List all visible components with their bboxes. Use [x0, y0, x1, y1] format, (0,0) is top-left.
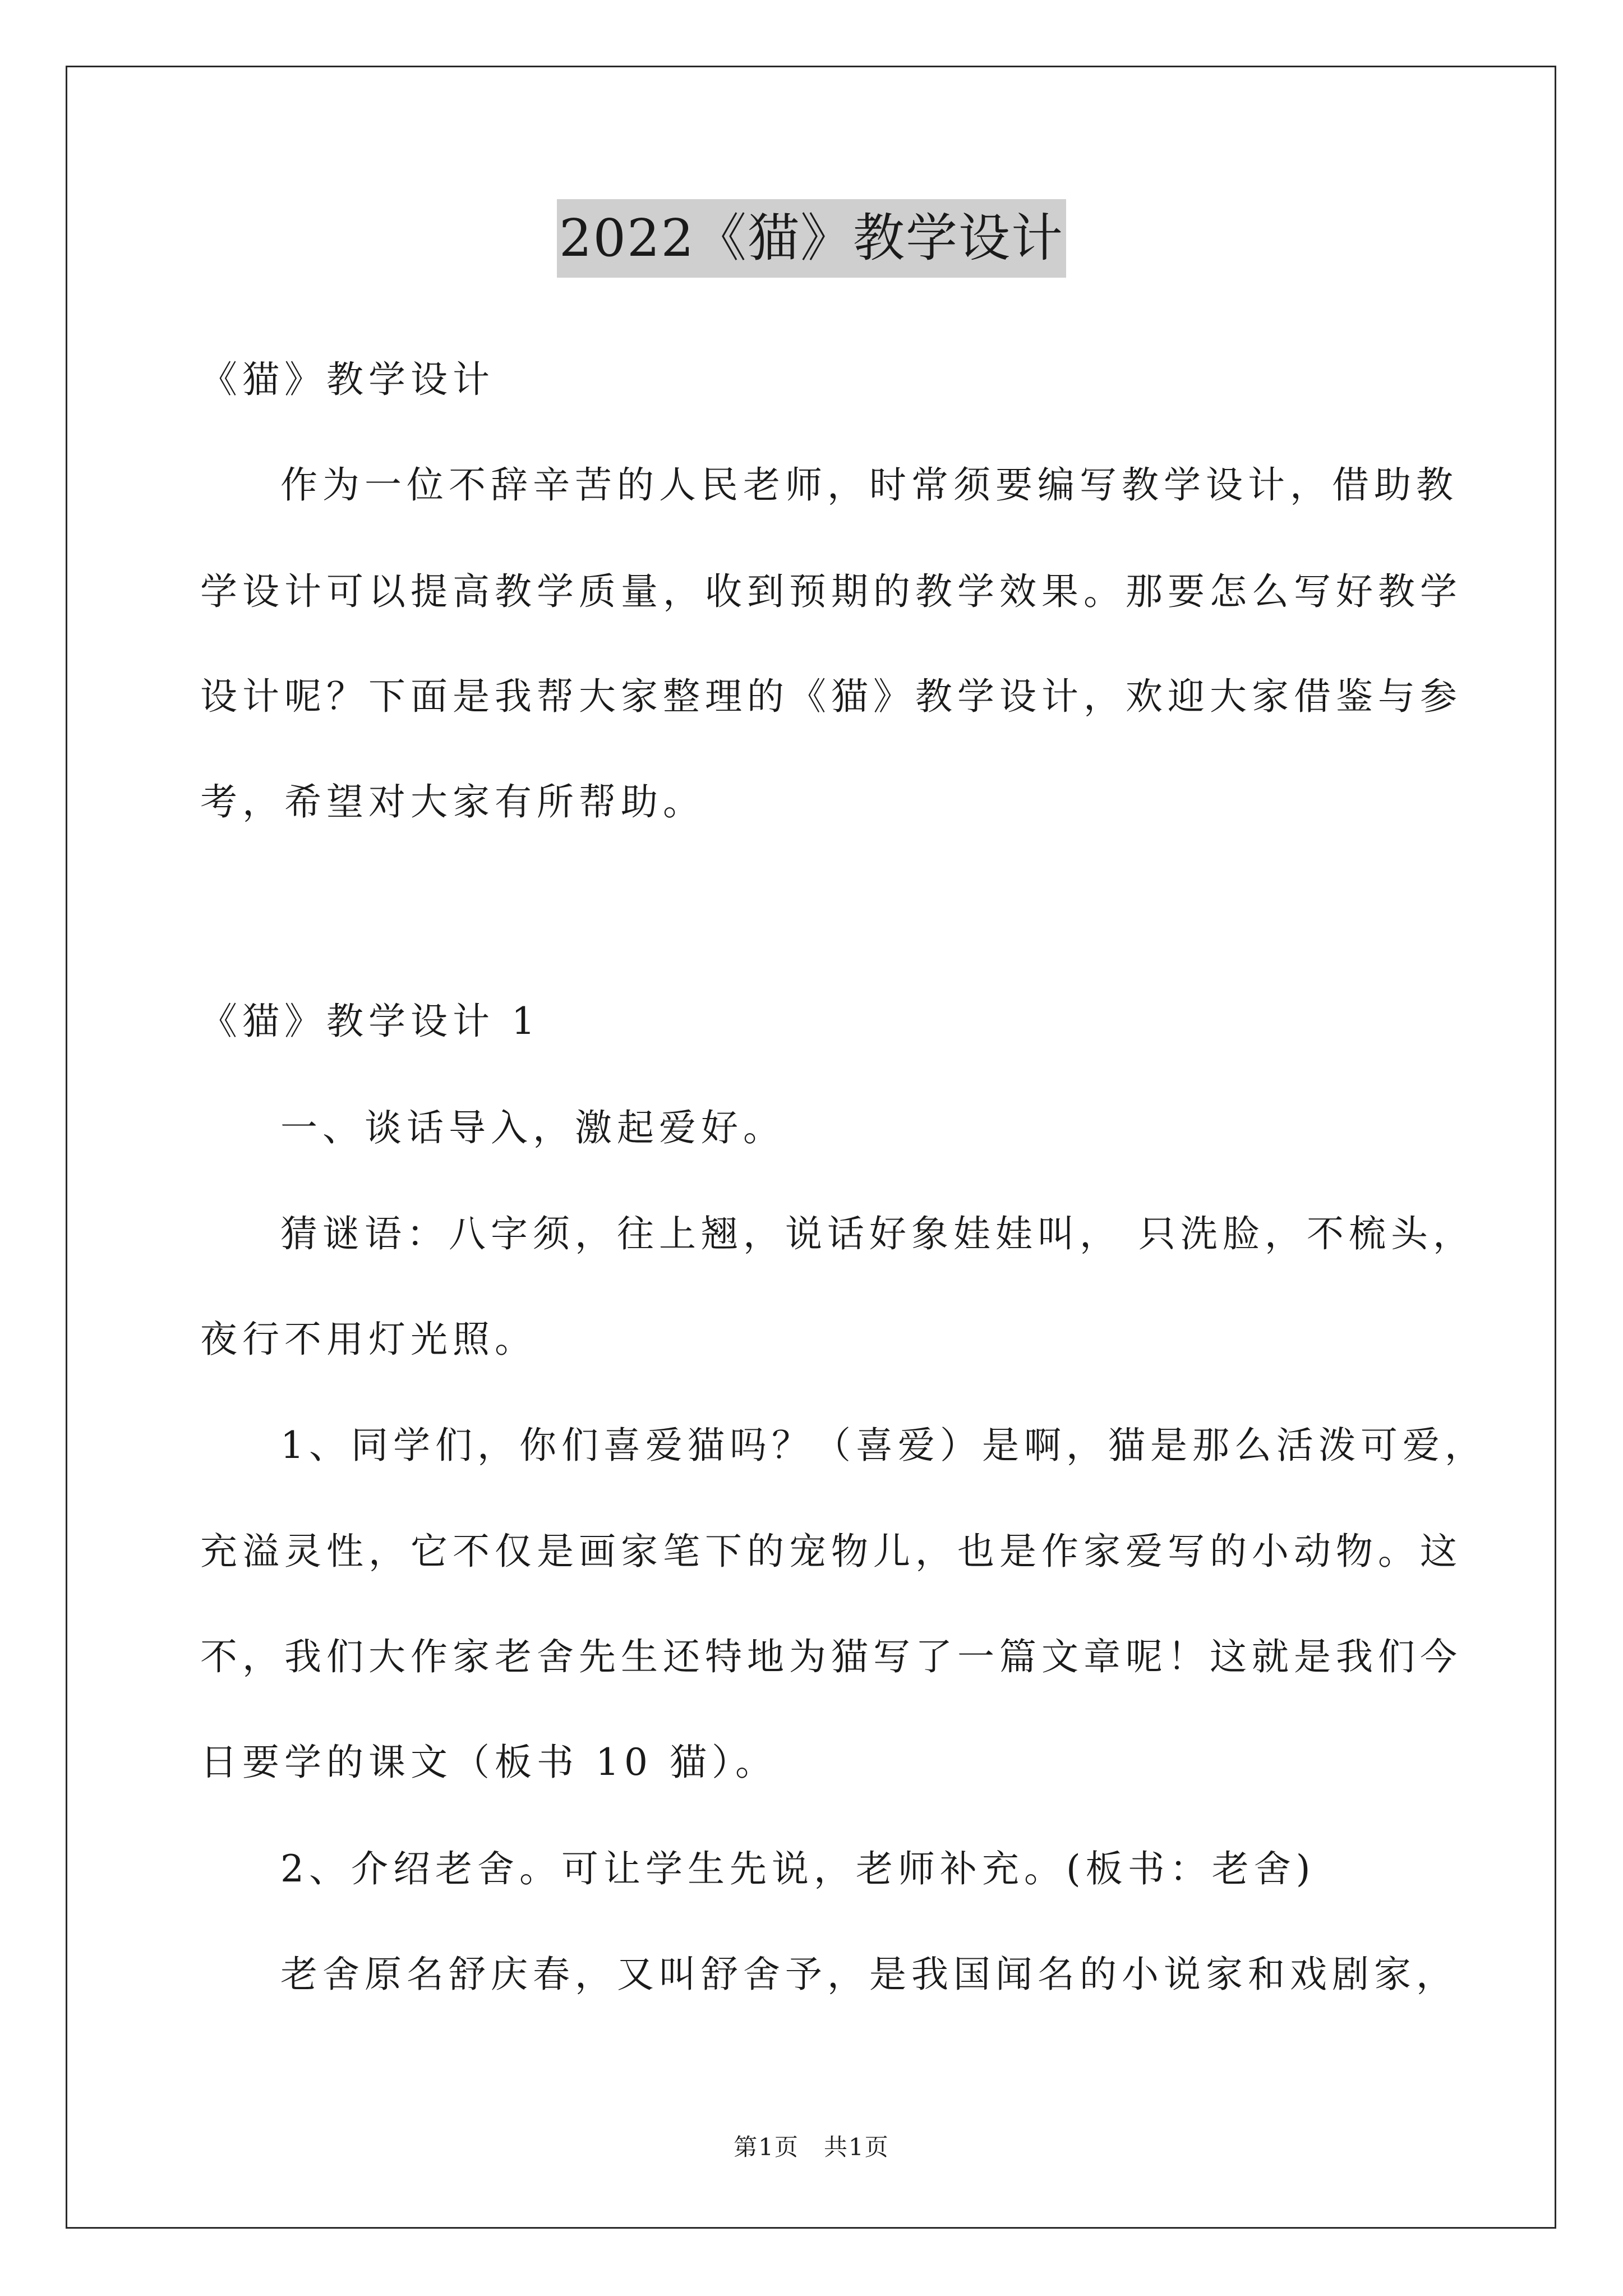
body-line-6: 不，我们大作家老舍先生还特地为猫写了一篇文章呢！这就是我们今 — [200, 1635, 1462, 1678]
document-subtitle: 《猫》教学设计 — [200, 358, 495, 401]
body-line-2: 猜谜语：八字须，往上翘，说话好象娃娃叫， 只洗脸，不梳头， — [280, 1212, 1475, 1255]
page-footer: 第1页 共1页 — [734, 2133, 889, 2161]
intro-line-1: 作为一位不辞辛苦的人民老师，时常须要编写教学设计，借助教 — [280, 463, 1458, 507]
body-line-5: 充溢灵性，它不仅是画家笔下的宠物儿，也是作家爱写的小动物。这 — [200, 1530, 1462, 1573]
section-heading: 《猫》教学设计 1 — [200, 1000, 540, 1043]
document-title: 2022《猫》教学设计 — [557, 199, 1066, 278]
intro-line-3: 设计呢？下面是我帮大家整理的《猫》教学设计，欢迎大家借鉴与参 — [200, 675, 1462, 718]
body-line-7: 日要学的课文（板书 10 猫）。 — [200, 1741, 777, 1784]
body-line-1: 一、谈话导入，激起爱好。 — [280, 1106, 785, 1149]
body-line-9: 老舍原名舒庆春，又叫舒舍予，是我国闻名的小说家和戏剧家， — [280, 1953, 1458, 1996]
intro-line-2: 学设计可以提高教学质量，收到预期的教学效果。那要怎么写好教学 — [200, 570, 1462, 613]
title-wrap — [0, 199, 1623, 278]
body-line-4: 1、同学们，你们喜爱猫吗？（喜爱）是啊，猫是那么活泼可爱， — [280, 1424, 1487, 1467]
body-line-3: 夜行不用灯光照。 — [200, 1318, 537, 1361]
body-line-8: 2、介绍老舍。可让学生先说，老师补充。(板书：老舍) — [280, 1847, 1316, 1890]
intro-line-4: 考，希望对大家有所帮助。 — [200, 780, 705, 823]
